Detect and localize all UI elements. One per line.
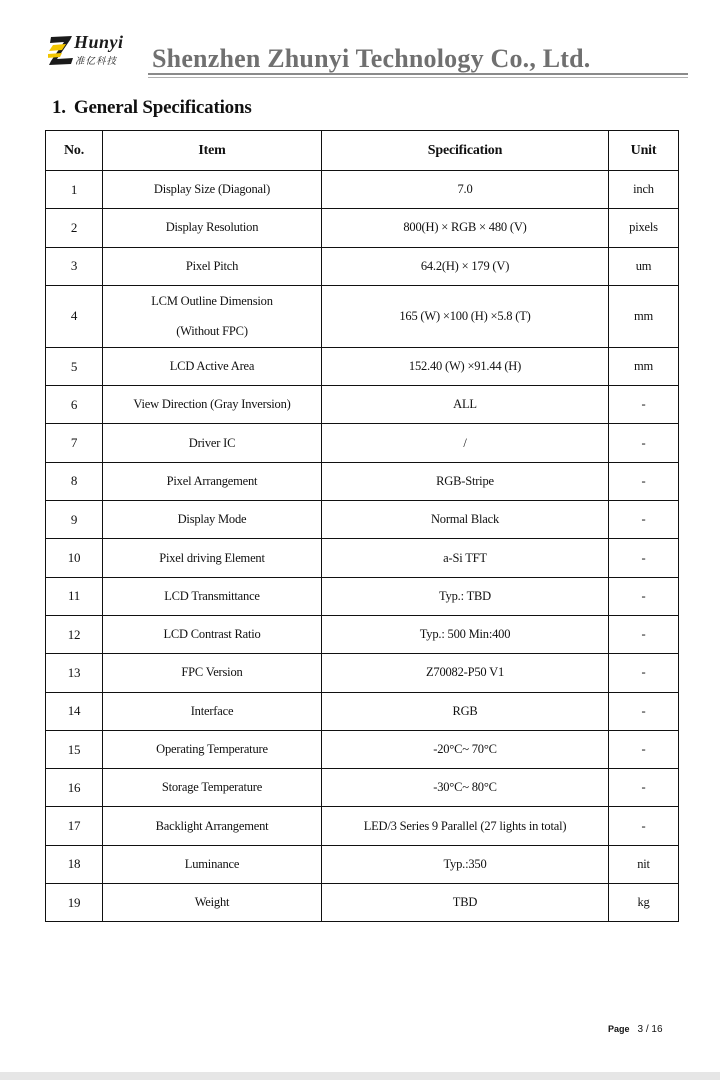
row-item: Interface	[103, 692, 322, 730]
row-unit: -	[609, 577, 679, 615]
row-item	[103, 285, 322, 347]
row-item: View Direction (Gray Inversion)	[103, 386, 322, 424]
row-unit: mm	[609, 285, 679, 347]
row-specification: 152.40 (W) ×91.44 (H)	[322, 347, 609, 385]
table-row	[46, 654, 679, 692]
row-item-line-1: LCM Outline Dimension	[151, 294, 273, 309]
row-item-line-2: (Without FPC)	[176, 324, 248, 339]
row-number: 2	[46, 209, 103, 247]
page-header	[0, 0, 720, 90]
section-number: 1.	[52, 97, 66, 118]
header-specification: Specification	[322, 131, 609, 171]
company-logo	[48, 31, 140, 75]
row-item: Display Size (Diagonal)	[103, 171, 322, 209]
page-footer	[608, 1024, 663, 1035]
row-item: Pixel driving Element	[103, 539, 322, 577]
row-unit: inch	[609, 171, 679, 209]
row-unit: -	[609, 692, 679, 730]
row-unit: mm	[609, 347, 679, 385]
row-unit: kg	[609, 884, 679, 922]
row-unit: -	[609, 386, 679, 424]
row-item: Weight	[103, 884, 322, 922]
row-specification: -30°C~ 80°C	[322, 769, 609, 807]
row-number: 4	[46, 285, 103, 347]
row-item: Pixel Pitch	[103, 247, 322, 285]
row-specification: Normal Black	[322, 501, 609, 539]
row-specification: /	[322, 424, 609, 462]
row-specification: 800(H) × RGB × 480 (V)	[322, 209, 609, 247]
table-row	[46, 577, 679, 615]
row-number: 7	[46, 424, 103, 462]
row-number: 19	[46, 884, 103, 922]
table-row	[46, 247, 679, 285]
row-unit: -	[609, 501, 679, 539]
table-header-row	[46, 131, 679, 171]
header-item: Item	[103, 131, 322, 171]
row-item: Display Resolution	[103, 209, 322, 247]
table-row	[46, 807, 679, 845]
row-item: Driver IC	[103, 424, 322, 462]
row-unit: -	[609, 539, 679, 577]
row-specification: LED/3 Series 9 Parallel (27 lights in total)	[322, 807, 609, 845]
row-unit: -	[609, 807, 679, 845]
row-specification: RGB-Stripe	[322, 462, 609, 500]
row-item: Luminance	[103, 845, 322, 883]
row-item: Operating Temperature	[103, 730, 322, 768]
logo-wordmark: Hunyi	[74, 32, 124, 52]
row-number: 15	[46, 730, 103, 768]
row-unit: -	[609, 730, 679, 768]
row-number: 1	[46, 171, 103, 209]
row-number: 13	[46, 654, 103, 692]
row-number: 18	[46, 845, 103, 883]
row-unit: -	[609, 654, 679, 692]
header-no: No.	[46, 131, 103, 171]
table-row	[46, 209, 679, 247]
spec-table	[45, 130, 679, 922]
table-row	[46, 386, 679, 424]
row-specification: TBD	[322, 884, 609, 922]
table-row	[46, 845, 679, 883]
row-specification: Typ.: TBD	[322, 577, 609, 615]
logo-chinese-name: 准亿科技	[75, 56, 118, 67]
table-row	[46, 501, 679, 539]
row-number: 12	[46, 615, 103, 653]
row-item: Display Mode	[103, 501, 322, 539]
table-row	[46, 462, 679, 500]
row-number: 10	[46, 539, 103, 577]
row-item: Pixel Arrangement	[103, 462, 322, 500]
row-number: 3	[46, 247, 103, 285]
table-row	[46, 730, 679, 768]
row-number: 14	[46, 692, 103, 730]
table-row	[46, 884, 679, 922]
row-specification: -20°C~ 70°C	[322, 730, 609, 768]
row-number: 8	[46, 462, 103, 500]
row-specification: Typ.:350	[322, 845, 609, 883]
table-row	[46, 692, 679, 730]
row-unit: -	[609, 462, 679, 500]
table-row	[46, 539, 679, 577]
row-item: LCD Transmittance	[103, 577, 322, 615]
row-number: 5	[46, 347, 103, 385]
row-specification: RGB	[322, 692, 609, 730]
row-specification: a-Si TFT	[322, 539, 609, 577]
page-number: 3 / 16	[637, 1024, 663, 1035]
table-row	[46, 347, 679, 385]
row-unit: nit	[609, 845, 679, 883]
row-unit: -	[609, 769, 679, 807]
row-number: 6	[46, 386, 103, 424]
row-unit: -	[609, 424, 679, 462]
header-rule-thin	[148, 77, 688, 78]
header-unit: Unit	[609, 131, 679, 171]
row-specification: 64.2(H) × 179 (V)	[322, 247, 609, 285]
table-row	[46, 171, 679, 209]
row-specification: Z70082-P50 V1	[322, 654, 609, 692]
row-item: FPC Version	[103, 654, 322, 692]
row-unit: pixels	[609, 209, 679, 247]
row-number: 17	[46, 807, 103, 845]
spec-table-body	[46, 171, 679, 922]
row-item: LCD Active Area	[103, 347, 322, 385]
row-specification: Typ.: 500 Min:400	[322, 615, 609, 653]
header-rule	[148, 73, 688, 75]
row-unit: um	[609, 247, 679, 285]
row-number: 9	[46, 501, 103, 539]
row-number: 11	[46, 577, 103, 615]
table-row	[46, 769, 679, 807]
table-row	[46, 424, 679, 462]
row-specification: 7.0	[322, 171, 609, 209]
row-specification: ALL	[322, 386, 609, 424]
row-unit: -	[609, 615, 679, 653]
row-item: LCD Contrast Ratio	[103, 615, 322, 653]
company-name: Shenzhen Zhunyi Technology Co., Ltd.	[152, 44, 591, 73]
row-specification: 165 (W) ×100 (H) ×5.8 (T)	[322, 285, 609, 347]
page-label: Page	[608, 1024, 630, 1034]
row-number: 16	[46, 769, 103, 807]
table-row	[46, 285, 679, 347]
row-item: Backlight Arrangement	[103, 807, 322, 845]
section-title: General Specifications	[73, 97, 252, 118]
zhunyi-z-logo-icon	[48, 31, 76, 69]
bottom-strip	[0, 1072, 720, 1080]
section-heading	[52, 97, 252, 119]
table-row	[46, 615, 679, 653]
row-item: Storage Temperature	[103, 769, 322, 807]
